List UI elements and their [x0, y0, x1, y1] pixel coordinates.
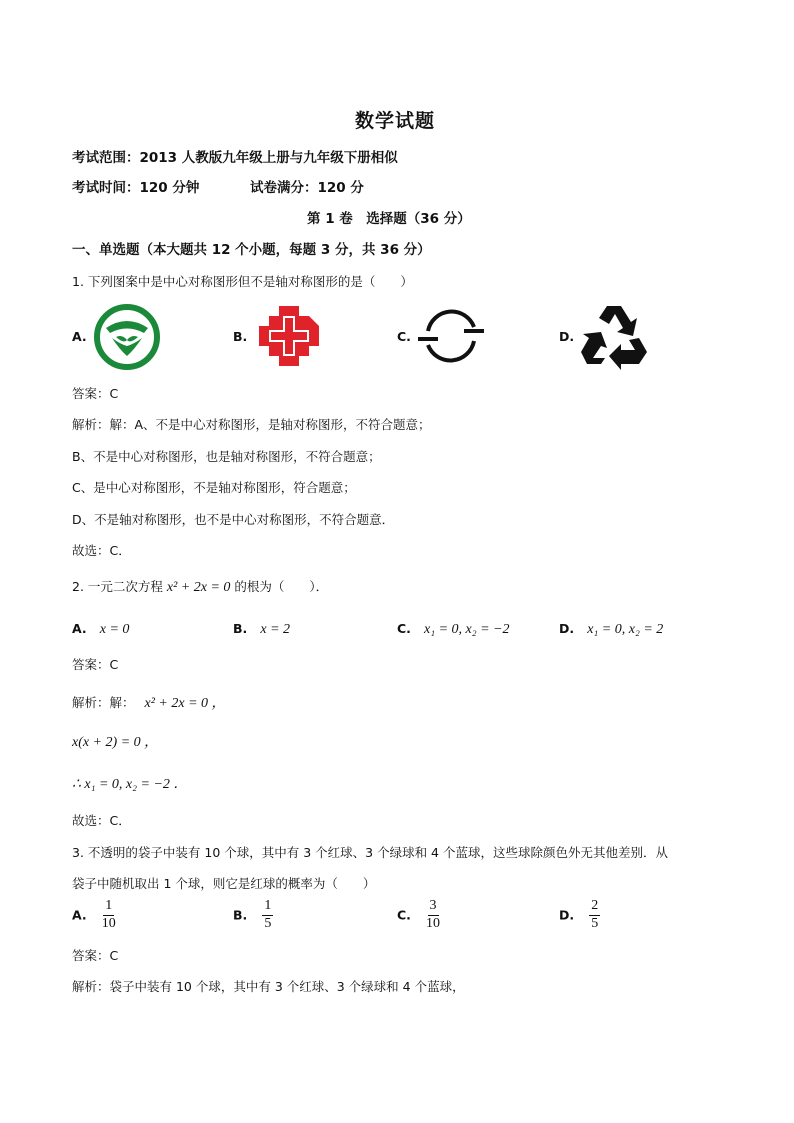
q2-answer: 答案：C	[72, 657, 119, 672]
section-heading: 一、单选题（本大题共 12 个小题，每题 3 分，共 36 分）	[72, 242, 431, 258]
volume-heading: 第 1 卷 选择题（36 分）	[307, 211, 471, 227]
q2-analysis: 解析：解： x² + 2x = 0 ，	[72, 695, 226, 711]
q1-analysis-line: C、是中心对称图形，不是轴对称图形，符合题意；	[72, 480, 356, 495]
page-title: 数学试题	[355, 110, 436, 132]
q3-option-b: B. $\frac{1}{5}$	[233, 898, 272, 931]
exam-scope: 考试范围：2013 人教版九年级上册与九年级下册相似	[72, 150, 398, 166]
q1-option-b-label: B.	[233, 329, 248, 344]
q1-analysis-line: 解析：解：A、不是中心对称图形，是轴对称图形，不符合题意；	[72, 417, 431, 432]
q3-stem-line: 3. 不透明的袋子中装有 10 个球，其中有 3 个红球、3 个绿球和 4 个蓝球，这些球除颜色外无其他差别．从	[72, 845, 668, 860]
exam-time: 考试时间：120 分钟	[72, 180, 200, 196]
circular-arrows-icon	[416, 305, 486, 371]
q2-stem-prefix: 2. 一元二次方程	[72, 579, 163, 594]
q1-analysis-line: D、不是轴对称图形，也不是中心对称图形，不符合题意．	[72, 512, 395, 527]
q2-step: x(x + 2) = 0 ，	[72, 735, 159, 750]
q2-step: ∴ x₁ = 0, x₂ = −2 ．	[72, 777, 188, 792]
q3-analysis: 解析：袋子中装有 10 个球，其中有 3 个红球、3 个绿球和 4 个蓝球，	[72, 979, 465, 994]
q1-answer: 答案：C	[72, 386, 119, 401]
green-food-logo-icon	[94, 304, 160, 374]
q1-conclusion: 故选：C．	[72, 543, 131, 558]
q3-option-a: A. $\frac{1}{10}$	[72, 898, 116, 931]
q1-stem: 1. 下列图案中是中心对称图形但不是轴对称图形的是（ ）	[72, 274, 413, 289]
exam-full-score: 试卷满分：120 分	[250, 180, 364, 196]
q2-option-b: B. x = 2	[233, 621, 291, 637]
q2-option-a: A. x = 0	[72, 621, 130, 637]
q3-option-c: C. $\frac{3}{10}$	[397, 898, 441, 931]
q1-option-c-label: C.	[397, 329, 411, 344]
q2-stem	[72, 577, 328, 596]
q1-option-d-label: D.	[559, 329, 575, 344]
q3-option-d: D. $\frac{2}{5}$	[559, 898, 599, 931]
q2-equation: x² + 2x = 0	[166, 580, 231, 595]
q2-step: x² + 2x = 0 ，	[144, 696, 226, 711]
q3-answer: 答案：C	[72, 948, 119, 963]
q2-conclusion: 故选：C．	[72, 813, 131, 828]
q1-option-a-label: A.	[72, 329, 87, 344]
q2-option-d: D. x₁ = 0, x₂ = 2	[559, 621, 664, 637]
recycle-icon	[579, 302, 649, 374]
q1-analysis-line: B、不是中心对称图形，也是轴对称图形，不符合题意；	[72, 449, 381, 464]
q3-stem-line: 袋子中随机取出 1 个球，则它是红球的概率为（ ）	[72, 876, 376, 891]
red-cross-icon	[255, 302, 323, 374]
q2-option-c: C. x₁ = 0, x₂ = −2	[397, 621, 510, 637]
q2-stem-suffix: 的根为（ ）．	[234, 579, 329, 594]
